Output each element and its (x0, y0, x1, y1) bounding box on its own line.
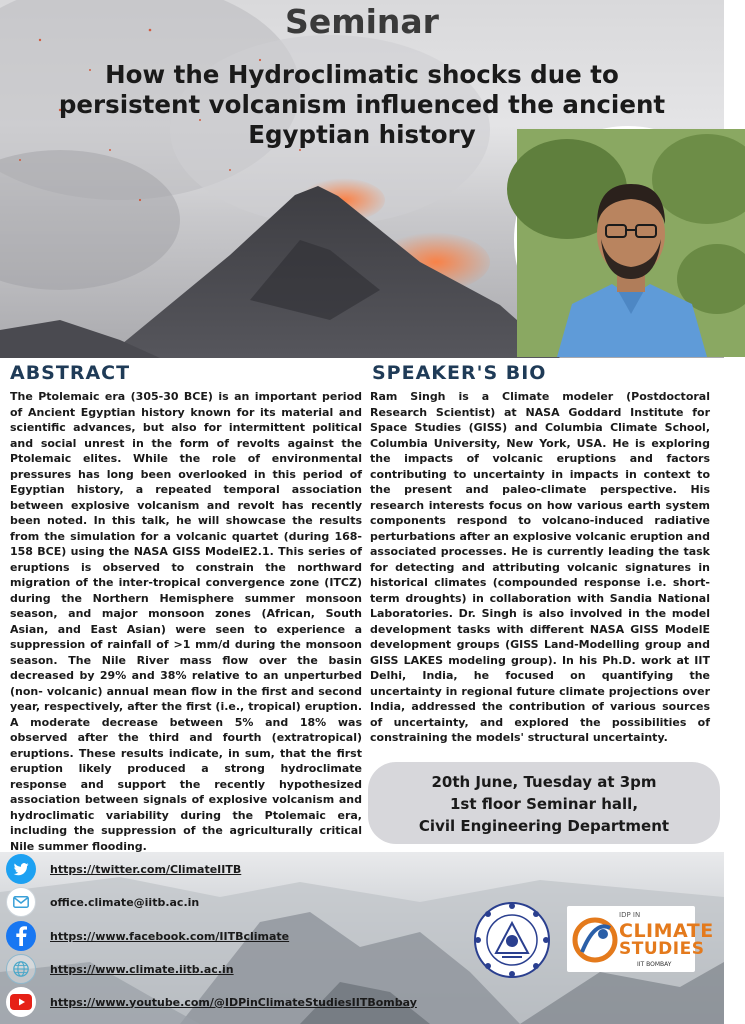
talk-title: How the Hydroclimatic shocks due to persistent volcanism influenced the ancient Egyptian history (58, 60, 666, 149)
facebook-icon (6, 921, 36, 951)
youtube-icon (6, 987, 36, 1017)
climate-logo-institute: IIT BOMBAY (637, 961, 672, 968)
iitb-logo (466, 901, 558, 979)
email-link[interactable]: office.climate@iitb.ac.in (50, 895, 200, 909)
bio-heading: SPEAKER'S BIO (372, 362, 547, 384)
facebook-link[interactable]: https://www.facebook.com/IITBclimate (50, 929, 290, 943)
contact-twitter[interactable] (6, 854, 241, 884)
climate-logo-prefix: IDP IN (619, 911, 641, 919)
climate-globe-icon (570, 910, 620, 970)
climate-studies-logo (567, 906, 714, 972)
climate-logo-word1: CLIMATE (619, 920, 714, 942)
event-venue: 1st floor Seminar hall, (449, 795, 639, 813)
contact-youtube[interactable] (6, 987, 417, 1017)
website-link[interactable]: https://www.climate.iitb.ac.in (50, 962, 234, 976)
event-department: Civil Engineering Department (418, 817, 670, 835)
hero-banner (0, 0, 724, 358)
twitter-link[interactable]: https://twitter.com/ClimateIITB (50, 862, 242, 876)
event-details-box (368, 762, 720, 844)
abstract-text: The Ptolemaic era (305-30 BCE) is an important period of Ancient Egyptian history known for its material and scientific advances, but also for intermittent political and social unrest in the form of revolts against the Ptolemaic elites. While the role of environmental pressures has long been overlooked in this period of Egyptian history, a repeated temporal association between explosive volcanism and revolt has recently been noted. In this talk, he will showcase the results from the simulation for a volcanic quartet (during 168-158 BCE) using the NASA GISS ModelE2.1. This series of eruptions is observed to constrain the northward migration of the inter-tropical convergence zone (ITCZ) during the Northern Hemisphere summer monsoon season, and major monsoon zones (African, South Asian, and East Asian) were seen to experience a suppression of rainfall of >1 mm/d during the monsoon season. The Nile River mass flow over the basin decreased by 29% and 38% relative to an unperturbed (non- volcanic) annual mean flow in the first and second year, respectively, after the first (i.e., tropical) eruption. A moderate decrease between 5% and 18% was observed after the third and fourth (extratropical) eruptions. These results indicate, in sum, that the first eruption likely produced a strong hydroclimate response and support the recently hypothesized association between signals of explosive volcanism and hydroclimatic variability during the Ptolemaic era, including the suppression of the agriculturally critical Nile summer flooding. (10, 390, 362, 853)
abstract-heading: ABSTRACT (10, 362, 131, 384)
email-icon (6, 887, 36, 917)
contact-facebook[interactable] (6, 921, 289, 951)
twitter-icon (6, 854, 36, 884)
seminar-label: Seminar (285, 2, 439, 41)
climate-logo-word2: STUDIES (619, 939, 705, 959)
speaker-photo (514, 126, 742, 354)
contact-website[interactable] (6, 954, 234, 984)
event-datetime: 20th June, Tuesday at 3pm (431, 773, 657, 791)
bio-text: Ram Singh is a Climate modeler (Postdoctoral Research Scientist) at NASA Goddard Institute for Space Studies (GISS) and Columbia Climate School, Columbia University, New York, USA. He is exploring the impacts of volcanic eruptions and factors contributing to uncertainty in impacts in context to the present and paleo-climate perspective. His research interests focus on how various earth system components respond to volcano-induced radiative perturbations after an explosive volcanic eruption and associated processes. He is currently leading the task for detecting and attributing volcanic signatures in historical climates (compounded response i.e. short-term droughts) in collaboration with Sandia National Laboratories. Dr. Singh is also involved in the model development tasks with different NASA GISS ModelE development groups (GISS Land-Modelling group and GISS LAKES modeling group). In his Ph.D. work at IIT Delhi, India, he focused on quantifying the uncertainty in regional future climate projections over India, addressed the contribution of various sources of uncertainty, and explored the possibilities of constraining the models' structural uncertainty. (370, 390, 710, 744)
youtube-link[interactable]: https://www.youtube.com/@IDPinClimateStudiesIITBombay (50, 995, 417, 1009)
globe-icon (6, 954, 36, 984)
contact-email[interactable] (6, 887, 199, 917)
